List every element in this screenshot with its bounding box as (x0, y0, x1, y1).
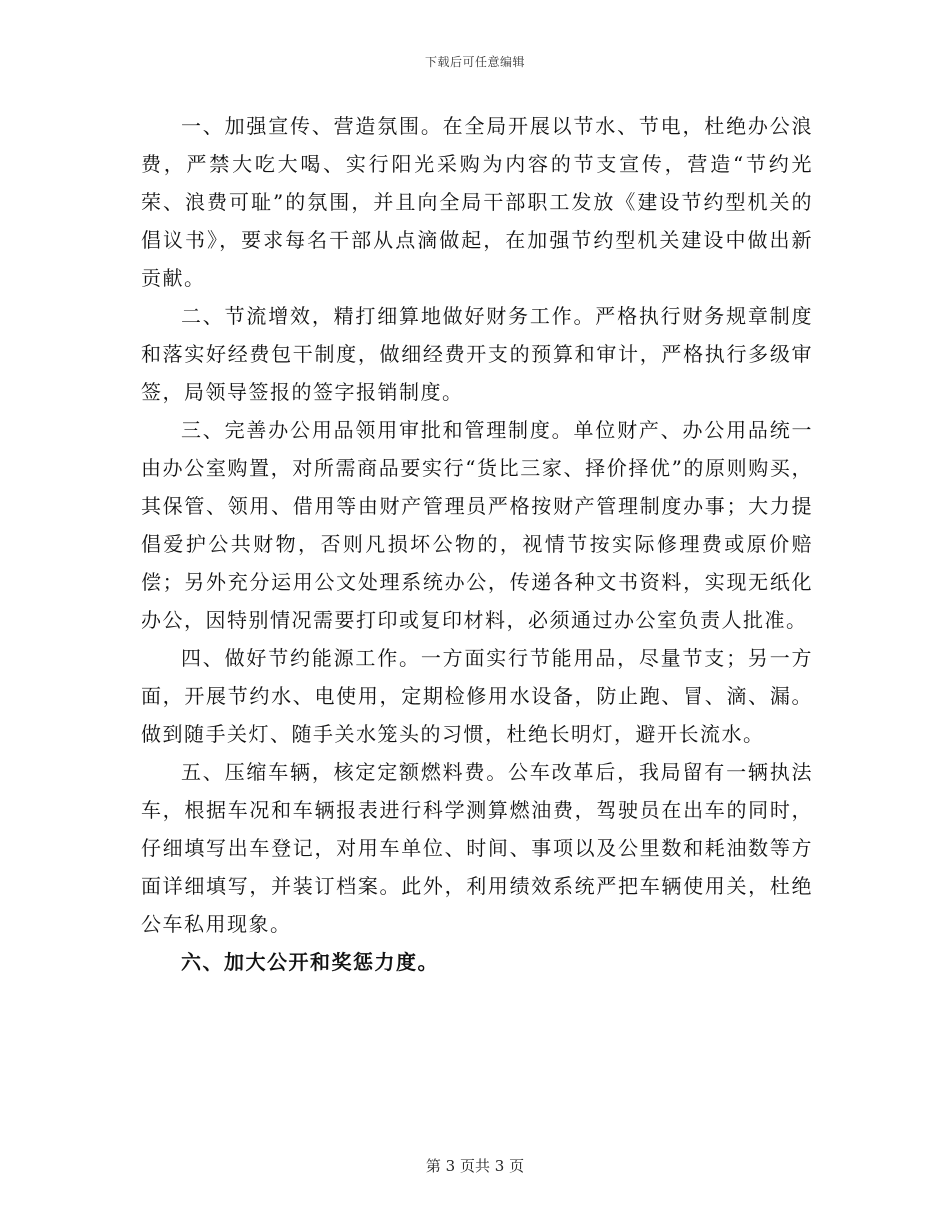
paragraph-finance: 二、节流增效，精打细算地做好财务工作。严格执行财务规章制度和落实好经费包干制度，做细经费开支的预算和审计，严格执行多级审签，局领导签报的签字报销制度。 (141, 304, 813, 404)
paragraph-energy-saving: 四、做好节约能源工作。一方面实行节能用品，尽量节支；另一方面，开展节约水、电使用，定期检修用水设备，防止跑、冒、滴、漏。做到随手关灯、随手关水笼头的习惯，杜绝长明灯，避开长流水。 (141, 646, 813, 746)
paragraph-office-supplies: 三、完善办公用品领用审批和管理制度。单位财产、办公用品统一由办公室购置，对所需商品要实行“货比三家、择价择优”的原则购买，其保管、领用、借用等由财产管理员严格按财产管理制度办事；大力提倡爱护公共财物，否则凡损坏公物的，视情节按实际修理费或原价赔偿；另外充分运用公文处理系统办公，传递各种文书资料，实现无纸化办公，因特别情况需要打印或复印材料，必须通过办公室负责人批准。 (141, 418, 813, 632)
paragraph-publicity: 一、加强宣传、营造氛围。在全局开展以节水、节电，杜绝办公浪费，严禁大吃大喝、实行阳光采购为内容的节支宣传，营造“节约光荣、浪费可耻”的氛围，并且向全局干部职工发放《建设节约型机关的倡议书》，要求每名干部从点滴做起，在加强节约型机关建设中做出新贡献。 (141, 114, 813, 290)
page-header: 下载后可任意编辑 (424, 55, 525, 69)
page-number: 第 3 页共 3 页 (425, 1157, 525, 1175)
section-heading: 六、加大公开和奖惩力度。 (181, 950, 439, 974)
document-body (141, 107, 813, 981)
paragraph-vehicles: 五、压缩车辆，核定定额燃料费。公车改革后，我局留有一辆执法车，根据车况和车辆报表进行科学测算燃油费，驾驶员在出车的同时，仔细填写出车登记，对用车单位、时间、事项以及公里数和耗油数等方面详细填写，并装订档案。此外，利用绩效系统严把车辆使用关，杜绝公车私用现象。 (141, 760, 813, 936)
